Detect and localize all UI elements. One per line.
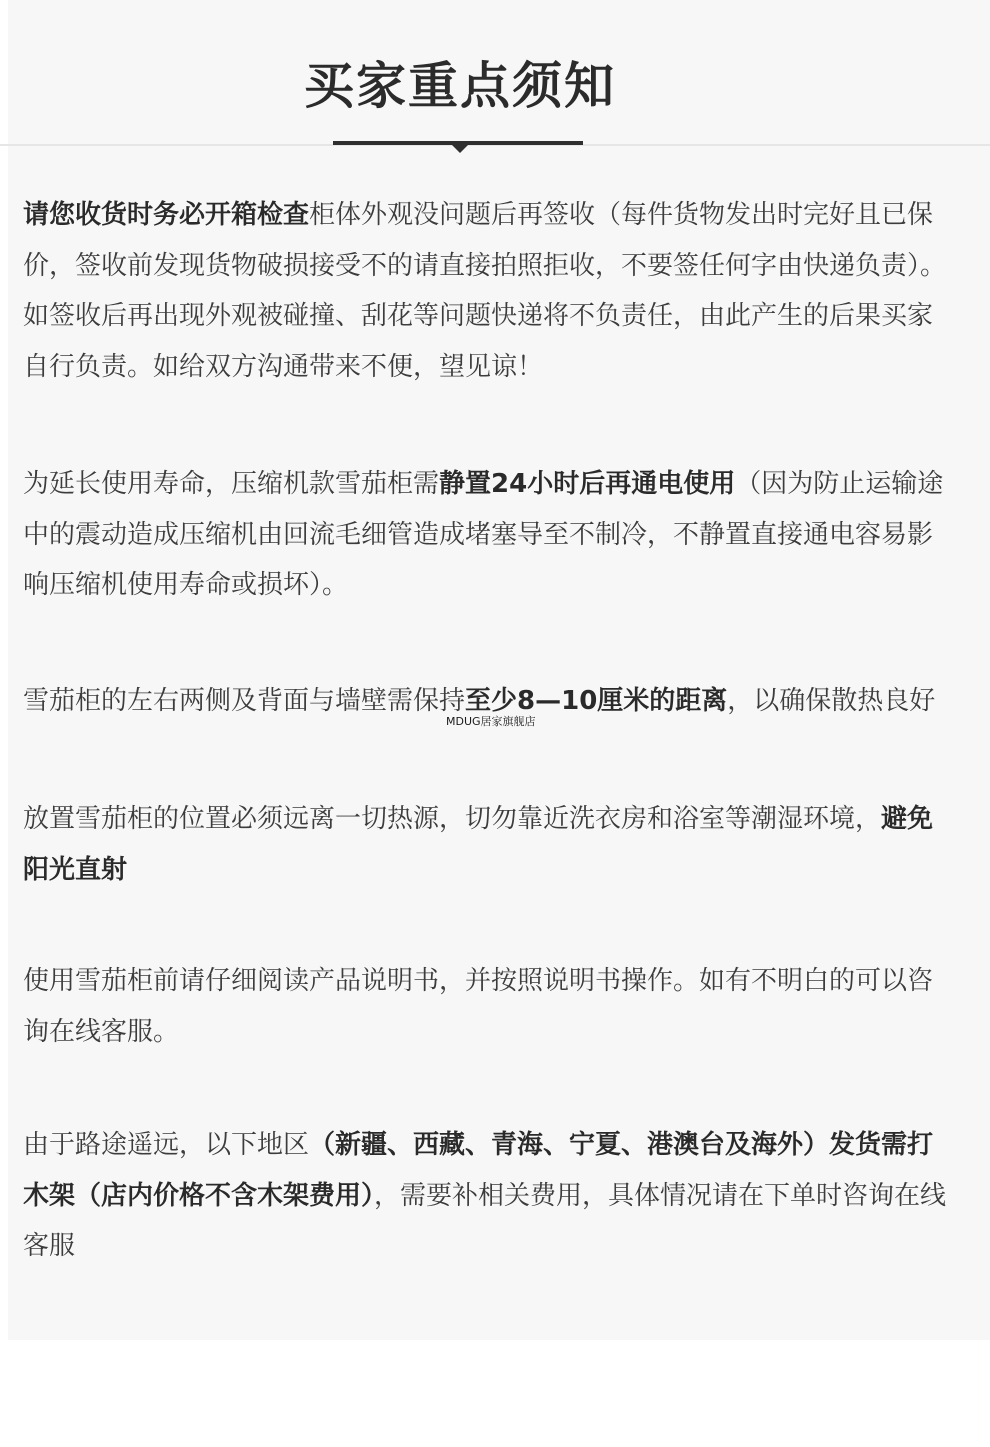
paragraph-text: 柜体外观没问题后再签收（每件货物发出时完好且已保价，签收前发现货物破损接受不的请直接拍照拒收，不要签任何字由快递负责）。如签收后再出现外观被碰撞、刮花等问题快递将不负责任，由此产生的后果买家自行负责。如给双方沟通带来不便，望见谅！	[23, 200, 947, 382]
emphasis-text: 避免阳光直射	[23, 804, 934, 885]
page-title: 买家重点须知	[304, 57, 616, 115]
notice-paragraph-standing-time	[23, 459, 958, 611]
paragraph-text: 雪茄柜的左右两侧及背面与墙壁需保持	[23, 686, 466, 716]
notice-paragraph-shipping	[23, 1120, 958, 1272]
paragraph-text: 由于路途遥远，以下地区	[23, 1130, 310, 1160]
paragraph-text: 放置雪茄柜的位置必须远离一切热源，切勿靠近洗衣房和浴室等潮湿环境，	[23, 804, 882, 834]
notice-paragraph-inspection	[23, 190, 958, 392]
paragraph-text: ，以确保散热良好	[727, 686, 936, 716]
emphasis-text: 静置24小时后再通电使用	[439, 469, 736, 499]
store-watermark: MDUG居家旗舰店	[446, 715, 536, 728]
notice-paragraph-placement	[23, 794, 958, 895]
emphasis-text: 请您收货时务必开箱检查	[23, 200, 310, 230]
paragraph-text: ，需要补相关费用，具体情况请在下单时咨询在线客服	[23, 1180, 947, 1261]
notice-paragraph-manual	[23, 956, 958, 1057]
title-pointer-icon	[452, 145, 468, 153]
paragraph-text: （因为防止运输途中的震动造成压缩机由回流毛细管造成堵塞导至不制冷，不静置直接通电容易影响压缩机使用寿命或损坏）。	[23, 469, 944, 600]
paragraph-text: 为延长使用寿命，压缩机款雪茄柜需	[23, 469, 440, 499]
emphasis-text: 至少8—10厘米的距离	[465, 686, 728, 716]
emphasis-text: （新疆、西藏、青海、宁夏、港澳台及海外）发货需打木架（店内价格不含木架费用）	[23, 1130, 934, 1211]
paragraph-text: 使用雪茄柜前请仔细阅读产品说明书，并按照说明书操作。如有不明白的可以咨询在线客服。	[23, 966, 934, 1047]
